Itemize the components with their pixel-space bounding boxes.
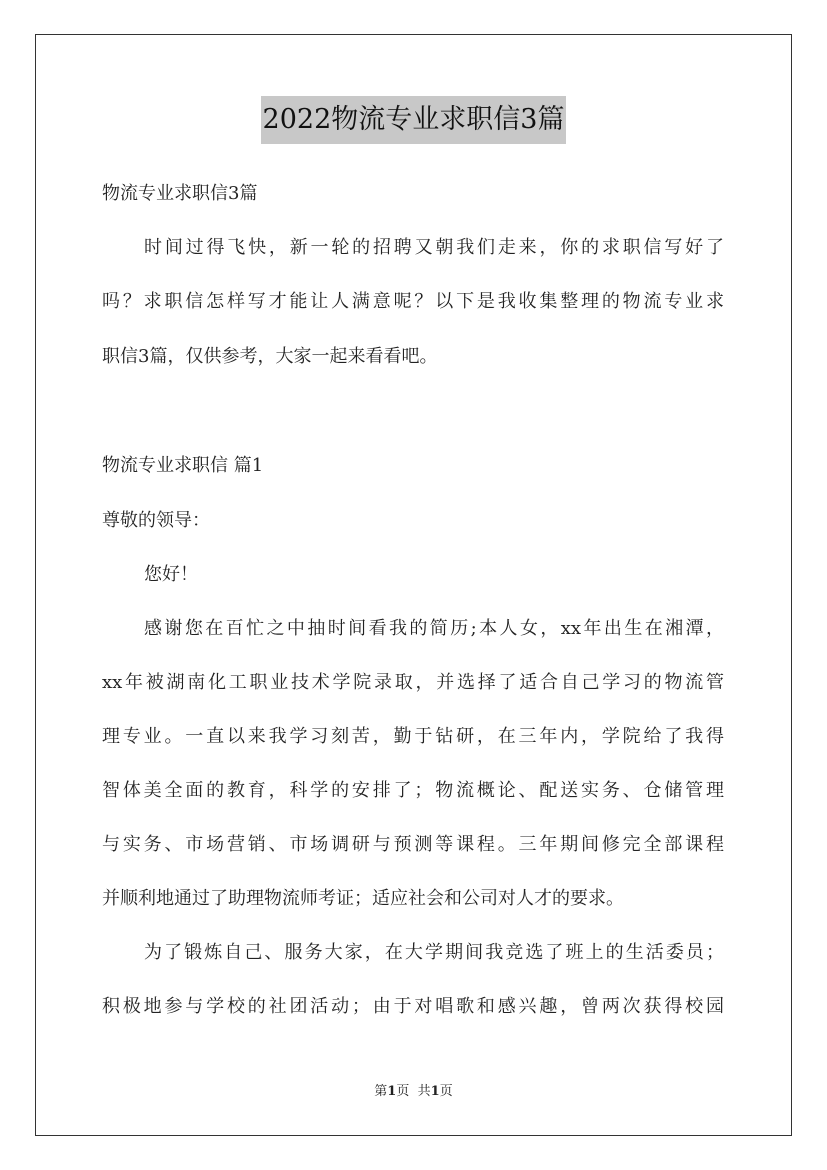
page-footer bbox=[0, 1083, 827, 1101]
page-prefix: 第 bbox=[374, 1084, 388, 1099]
total-pages: 1 bbox=[430, 1084, 440, 1099]
section-heading: 物流专业求职信 篇1 bbox=[102, 455, 264, 476]
page-number: 1 bbox=[387, 1084, 397, 1099]
paragraph1-line-1: 感谢您在百忙之中抽时间看我的简历;本人女，xx年出生在湘潭， bbox=[144, 618, 724, 639]
total-prefix: 共 bbox=[417, 1084, 431, 1099]
paragraph1-line-5: 与实务、市场营销、市场调研与预测等课程。三年期间修完全部课程 bbox=[102, 834, 724, 855]
greeting: 您好！ bbox=[144, 564, 198, 585]
salutation: 尊敬的领导： bbox=[102, 510, 210, 531]
page-unit: 页 bbox=[396, 1084, 410, 1099]
intro-line-3: 职信3篇，仅供参考，大家一起来看看吧。 bbox=[102, 346, 438, 367]
document-subtitle: 物流专业求职信3篇 bbox=[102, 183, 258, 204]
paragraph1-line-2: xx年被湖南化工职业技术学院录取，并选择了适合自己学习的物流管 bbox=[102, 672, 724, 693]
paragraph1-line-3: 理专业。一直以来我学习刻苦，勤于钻研，在三年内，学院给了我得 bbox=[102, 726, 724, 747]
intro-line-2: 吗？求职信怎样写才能让人满意呢？以下是我收集整理的物流专业求 bbox=[102, 291, 724, 312]
total-unit: 页 bbox=[439, 1084, 453, 1099]
intro-line-1: 时间过得飞快，新一轮的招聘又朝我们走来，你的求职信写好了 bbox=[144, 237, 724, 258]
paragraph2-line-2: 积极地参与学校的社团活动；由于对唱歌和感兴趣，曾两次获得校园 bbox=[102, 996, 724, 1017]
paragraph1-line-6: 并顺利地通过了助理物流师考证；适应社会和公司对人才的要求。 bbox=[102, 888, 624, 909]
title-container bbox=[0, 96, 827, 144]
paragraph1-line-4: 智体美全面的教育，科学的安排了；物流概论、配送实务、仓储管理 bbox=[102, 780, 724, 801]
paragraph2-line-1: 为了锻炼自己、服务大家，在大学期间我竞选了班上的生活委员； bbox=[144, 942, 724, 963]
document-title: 2022物流专业求职信3篇 bbox=[261, 96, 567, 144]
